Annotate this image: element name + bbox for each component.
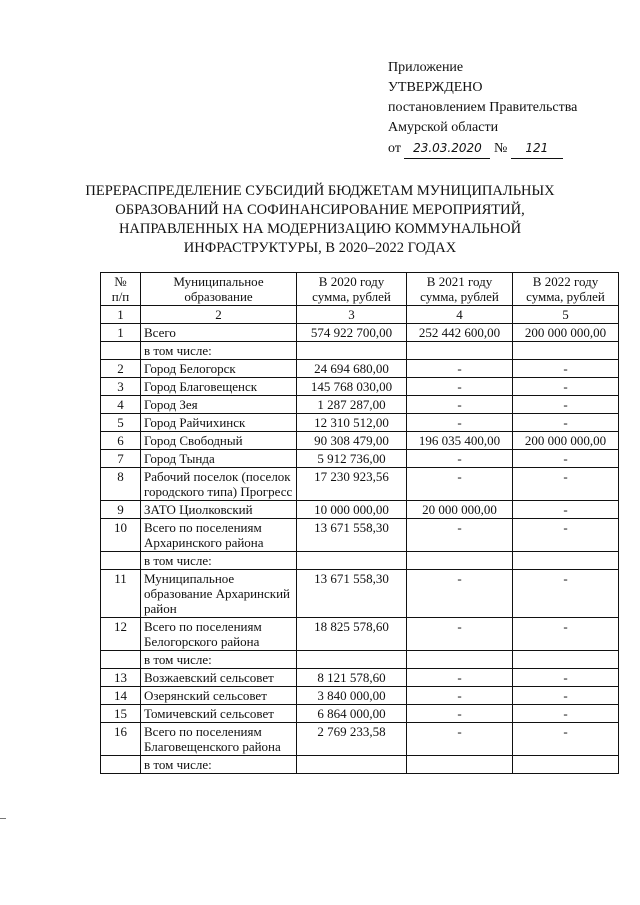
row-name-cell: в том числе:: [141, 756, 297, 774]
row-name-cell: Озерянский сельсовет: [141, 687, 297, 705]
row-2022-cell: -: [513, 618, 619, 651]
row-2022-cell: -: [513, 723, 619, 756]
row-name-cell: Город Свободный: [141, 432, 297, 450]
table-row: [101, 723, 619, 756]
header-num-line2: п/п: [111, 289, 130, 304]
row-2021-cell: -: [407, 360, 513, 378]
row-2021-cell: -: [407, 450, 513, 468]
row-num-cell: [101, 756, 141, 774]
row-2020-cell: 10 000 000,00: [297, 501, 407, 519]
approval-date-prefix: от: [388, 141, 401, 156]
row-2022-cell: -: [513, 570, 619, 618]
row-2020-cell: 13 671 558,30: [297, 570, 407, 618]
header-2021-line2: сумма, рублей: [420, 289, 499, 304]
row-num-cell: 5: [101, 414, 141, 432]
approval-date-value: 23.03.2020: [404, 138, 490, 159]
index-cell: 5: [513, 306, 619, 324]
row-2021-cell: -: [407, 687, 513, 705]
row-num-cell: 16: [101, 723, 141, 756]
row-2022-cell: -: [513, 669, 619, 687]
row-2021-cell: 252 442 600,00: [407, 324, 513, 342]
row-2020-cell: 18 825 578,60: [297, 618, 407, 651]
index-cell: 1: [101, 306, 141, 324]
row-2021-cell: [407, 552, 513, 570]
row-num-cell: [101, 651, 141, 669]
row-2021-cell: -: [407, 669, 513, 687]
row-name-cell: в том числе:: [141, 342, 297, 360]
row-num-cell: 1: [101, 324, 141, 342]
header-name-line1: Муниципальное: [173, 274, 264, 289]
header-num-line1: №: [114, 274, 127, 289]
row-2020-cell: 6 864 000,00: [297, 705, 407, 723]
row-2020-cell: 17 230 923,56: [297, 468, 407, 501]
row-2022-cell: -: [513, 414, 619, 432]
row-2022-cell: -: [513, 519, 619, 552]
row-2022-cell: -: [513, 468, 619, 501]
table-row: [101, 687, 619, 705]
row-2020-cell: 12 310 512,00: [297, 414, 407, 432]
row-2021-cell: [407, 756, 513, 774]
row-name-cell: Город Белогорск: [141, 360, 297, 378]
row-num-cell: 2: [101, 360, 141, 378]
row-2022-cell: -: [513, 450, 619, 468]
table-row: [101, 618, 619, 651]
row-2021-cell: -: [407, 570, 513, 618]
table-row: [101, 432, 619, 450]
row-2021-cell: -: [407, 705, 513, 723]
header-num: [101, 273, 141, 306]
row-2020-cell: 13 671 558,30: [297, 519, 407, 552]
table-row: [101, 669, 619, 687]
header-2020-line1: В 2020 году: [318, 274, 385, 289]
row-name-cell: Муниципальное образование Архаринский район: [141, 570, 297, 618]
row-2020-cell: 3 840 000,00: [297, 687, 407, 705]
header-2022: [513, 273, 619, 306]
row-2020-cell: [297, 756, 407, 774]
row-2020-cell: 145 768 030,00: [297, 378, 407, 396]
row-2021-cell: [407, 651, 513, 669]
row-2022-cell: [513, 552, 619, 570]
approval-number-label: №: [493, 141, 508, 156]
row-2021-cell: -: [407, 468, 513, 501]
table-header-row: [101, 273, 619, 306]
row-name-cell: Всего по поселениям Архаринского района: [141, 519, 297, 552]
row-2022-cell: [513, 342, 619, 360]
row-2022-cell: -: [513, 360, 619, 378]
index-cell: 4: [407, 306, 513, 324]
row-2020-cell: 1 287 287,00: [297, 396, 407, 414]
row-2022-cell: [513, 756, 619, 774]
header-name-line2: образование: [184, 289, 253, 304]
row-2022-cell: -: [513, 378, 619, 396]
title-line-3: НАПРАВЛЕННЫХ НА МОДЕРНИЗАЦИЮ КОММУНАЛЬНОЙ: [118, 221, 522, 237]
table-row: [101, 756, 619, 774]
approval-block: [388, 58, 577, 159]
row-2020-cell: [297, 342, 407, 360]
row-name-cell: Город Тында: [141, 450, 297, 468]
row-num-cell: 12: [101, 618, 141, 651]
approval-region: Амурской области: [388, 120, 499, 135]
title-line-1: ПЕРЕРАСПРЕДЕЛЕНИЕ СУБСИДИЙ БЮДЖЕТАМ МУНИЦИПАЛЬНЫХ: [85, 183, 555, 199]
row-num-cell: 4: [101, 396, 141, 414]
header-2021-line1: В 2021 году: [426, 274, 493, 289]
row-2021-cell: -: [407, 519, 513, 552]
document-title: [60, 182, 580, 258]
row-num-cell: 14: [101, 687, 141, 705]
approval-date-line: [388, 138, 577, 159]
row-num-cell: 8: [101, 468, 141, 501]
table-row: [101, 342, 619, 360]
row-name-cell: Город Райчихинск: [141, 414, 297, 432]
header-2022-line1: В 2022 году: [532, 274, 599, 289]
subsidy-table: [100, 272, 619, 774]
row-2020-cell: 2 769 233,58: [297, 723, 407, 756]
row-2022-cell: -: [513, 705, 619, 723]
table-row: [101, 570, 619, 618]
row-2022-cell: [513, 651, 619, 669]
table-row: [101, 651, 619, 669]
row-num-cell: [101, 552, 141, 570]
row-num-cell: 9: [101, 501, 141, 519]
row-name-cell: Всего: [141, 324, 297, 342]
header-2022-line2: сумма, рублей: [526, 289, 605, 304]
row-name-cell: Всего по поселениям Белогорского района: [141, 618, 297, 651]
row-name-cell: ЗАТО Циолковский: [141, 501, 297, 519]
row-num-cell: 6: [101, 432, 141, 450]
row-name-cell: Город Зея: [141, 396, 297, 414]
table-row: [101, 468, 619, 501]
row-2021-cell: 196 035 400,00: [407, 432, 513, 450]
row-name-cell: Рабочий поселок (поселок городского типа) Прогресс: [141, 468, 297, 501]
table-row: [101, 519, 619, 552]
approval-appendix: Приложение: [388, 60, 464, 75]
title-line-2: ОБРАЗОВАНИЙ НА СОФИНАНСИРОВАНИЕ МЕРОПРИЯТИЙ,: [115, 202, 525, 218]
row-2021-cell: -: [407, 396, 513, 414]
table-row: [101, 552, 619, 570]
approval-approved: УТВЕРЖДЕНО: [388, 80, 483, 95]
row-num-cell: 10: [101, 519, 141, 552]
row-name-cell: Город Благовещенск: [141, 378, 297, 396]
table-index-row: [101, 306, 619, 324]
approval-resolution: постановлением Правительства: [388, 100, 578, 115]
header-name: [141, 273, 297, 306]
row-2022-cell: 200 000 000,00: [513, 432, 619, 450]
row-2020-cell: 5 912 736,00: [297, 450, 407, 468]
row-2022-cell: -: [513, 396, 619, 414]
row-2022-cell: 200 000 000,00: [513, 324, 619, 342]
row-num-cell: 11: [101, 570, 141, 618]
row-name-cell: Возжаевский сельсовет: [141, 669, 297, 687]
margin-mark: [0, 818, 6, 819]
row-2021-cell: -: [407, 378, 513, 396]
table-row: [101, 450, 619, 468]
row-name-cell: Томичевский сельсовет: [141, 705, 297, 723]
header-2020: [297, 273, 407, 306]
row-2020-cell: 90 308 479,00: [297, 432, 407, 450]
row-name-cell: в том числе:: [141, 651, 297, 669]
row-2020-cell: 24 694 680,00: [297, 360, 407, 378]
row-2021-cell: [407, 342, 513, 360]
header-2021: [407, 273, 513, 306]
table-row: [101, 324, 619, 342]
row-2021-cell: -: [407, 414, 513, 432]
table-row: [101, 501, 619, 519]
table-row: [101, 360, 619, 378]
row-2020-cell: 8 121 578,60: [297, 669, 407, 687]
row-2021-cell: -: [407, 723, 513, 756]
table-row: [101, 396, 619, 414]
header-2020-line2: сумма, рублей: [312, 289, 391, 304]
row-2021-cell: 20 000 000,00: [407, 501, 513, 519]
row-num-cell: [101, 342, 141, 360]
table-row: [101, 414, 619, 432]
table-row: [101, 705, 619, 723]
row-num-cell: 13: [101, 669, 141, 687]
table-body: [101, 324, 619, 774]
row-2022-cell: -: [513, 501, 619, 519]
row-2021-cell: -: [407, 618, 513, 651]
row-2020-cell: 574 922 700,00: [297, 324, 407, 342]
title-line-4: ИНФРАСТРУКТУРЫ, В 2020–2022 ГОДАХ: [183, 240, 457, 256]
row-name-cell: в том числе:: [141, 552, 297, 570]
row-name-cell: Всего по поселениям Благовещенского района: [141, 723, 297, 756]
table-row: [101, 378, 619, 396]
row-num-cell: 7: [101, 450, 141, 468]
index-cell: 2: [141, 306, 297, 324]
row-2022-cell: -: [513, 687, 619, 705]
index-cell: 3: [297, 306, 407, 324]
approval-number-value: 121: [511, 138, 563, 159]
row-2020-cell: [297, 651, 407, 669]
row-2020-cell: [297, 552, 407, 570]
row-num-cell: 15: [101, 705, 141, 723]
row-num-cell: 3: [101, 378, 141, 396]
